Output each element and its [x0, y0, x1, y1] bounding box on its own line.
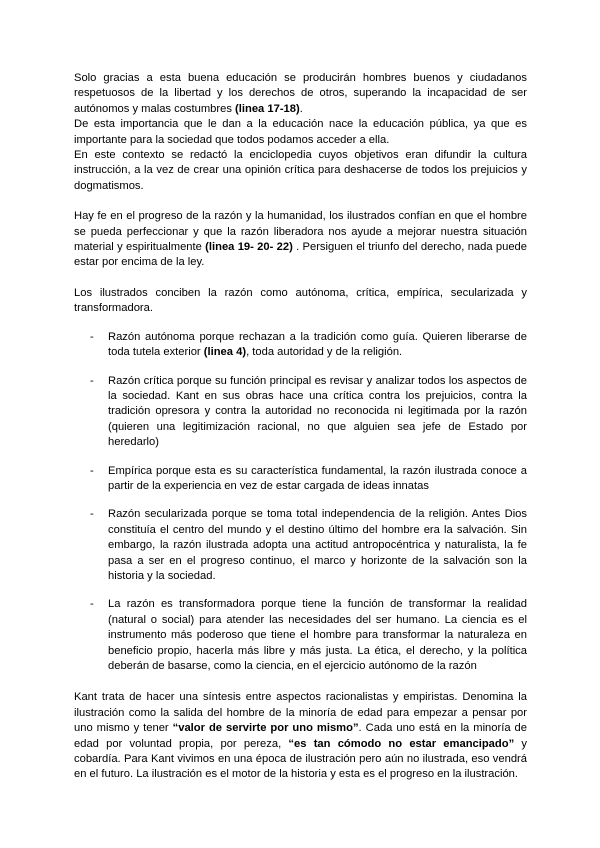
paragraph-public-education [74, 117, 527, 148]
paragraph-encyclopedia [74, 148, 527, 194]
paragraph-kant [74, 690, 527, 782]
document-body [74, 71, 527, 783]
bold-reference: (linea 19- 20- 22) [205, 241, 293, 254]
list-item-text [108, 598, 527, 672]
text-run: De esta importancia que le dan a la educación nace la educación pública, ya que es importante para la sociedad que todos podamos acceder a ella. [74, 118, 527, 146]
bold-reference: (linea 17-18) [235, 102, 300, 115]
paragraph-education [74, 71, 527, 117]
paragraph-progress [74, 209, 527, 271]
reason-list [74, 330, 527, 675]
list-bullet: - [90, 464, 94, 477]
text-run: . Persiguen el triunfo del derecho, nada puede estar por encima de la ley. [74, 241, 527, 269]
text-run: Kant trata de hacer una síntesis entre aspectos racionalistas y empiristas. Denomina la ilustración como la salida del hombre de la minoría de edad para empezar a pensar por uno mismo y tener [74, 691, 527, 735]
text-run: En este contexto se redactó la enciclopedia cuyos objetivos eran difundir la cultura instrucción, a la vez de crear una opinión crítica para deshacerse de todos los prejuicios y dogmatismos. [74, 149, 527, 192]
list-bullet: - [90, 598, 94, 611]
list-bullet: - [90, 330, 94, 343]
text-run: Razón autónoma porque rechazan a la tradición como guía. Quieren liberarse de toda tutela exterior [108, 330, 527, 359]
text-run: La razón es transformadora porque tiene la función de transformar la realidad (natural o social) para atender las necesidades del ser humano. La ciencia es el instrumento más poderoso que tiene el hombre para transformar la naturaleza en beneficio propio, hacerla más libre y más justa. La ética, el derecho, y la política deberán de basarse, como la ciencia, en el ejercicio autónomo de la razón [108, 598, 527, 672]
bold-reference: (linea 4) [203, 346, 247, 359]
list-item-text [108, 331, 527, 358]
list-item-text [108, 465, 527, 492]
list-item-empirical [74, 464, 527, 495]
bold-reference: “es tan cómodo no estar emancipado” [288, 737, 515, 750]
text-run: Razón crítica porque su función principal es revisar y analizar todos los aspectos de la sociedad. Kant en sus obras hace una crítica contra los prejuicios, contra la tradición opresora y contra la autoridad no reconocida ni legitimada por la razón (quieren una legitimización racional, no que alguien sea jefe de Estado por heredarlo) [108, 374, 527, 449]
text-run: Razón secularizada porque se toma total independencia de la religión. Antes Dios constituía el centro del mundo y el destino último del hombre era la salvación. Sin embargo, la razón ilustrada adopta una actitud antropocéntrica y naturalista, la fe pasa a ser en el progreso continuo, el marco y horizonte de la salvación son la historia y la sociedad. [108, 508, 527, 582]
text-run: Los ilustrados conciben la razón como autónoma, crítica, empírica, secularizada y transformadora. [74, 286, 527, 315]
list-item-secularized [74, 507, 527, 584]
list-bullet: - [90, 374, 94, 387]
list-item-critical [74, 374, 527, 451]
text-run: . Cada uno está en la minoría de edad por voluntad propia, por pereza, [74, 722, 527, 750]
list-item-autonomous [74, 330, 527, 361]
list-item-text [108, 375, 527, 449]
list-item-transformative [74, 597, 527, 674]
list-bullet: - [90, 508, 94, 521]
text-run: Empírica porque esta es su característica fundamental, la razón ilustrada conoce a partir de la experiencia en vez de estar cargada de ideas innatas [108, 464, 527, 492]
paragraph-reason-types [74, 286, 527, 317]
text-run: . [299, 102, 303, 115]
text-run: Solo gracias a esta buena educación se producirán hombres buenos y ciudadanos respetuosos de la libertad y los derechos de otros, superando la incapacidad de ser autónomos y malas costumbres [74, 72, 527, 115]
bold-reference: “valor de servirte por uno mismo” [172, 722, 359, 735]
list-item-text [108, 508, 527, 582]
text-run: , toda autoridad y de la religión. [246, 346, 403, 359]
text-run: y cobardía. Para Kant vivimos en una época de ilustración pero aún no ilustrada, eso vendrá en el futuro. La ilustración es el motor de la historia y esta es el progreso en la ilustración. [74, 737, 527, 781]
text-run: Hay fe en el progreso de la razón y la humanidad, los ilustrados confían en que el hombre se pueda perfeccionar y que la razón liberadora nos ayude a mejorar nuestra situación material y espiritualmente [74, 210, 527, 254]
